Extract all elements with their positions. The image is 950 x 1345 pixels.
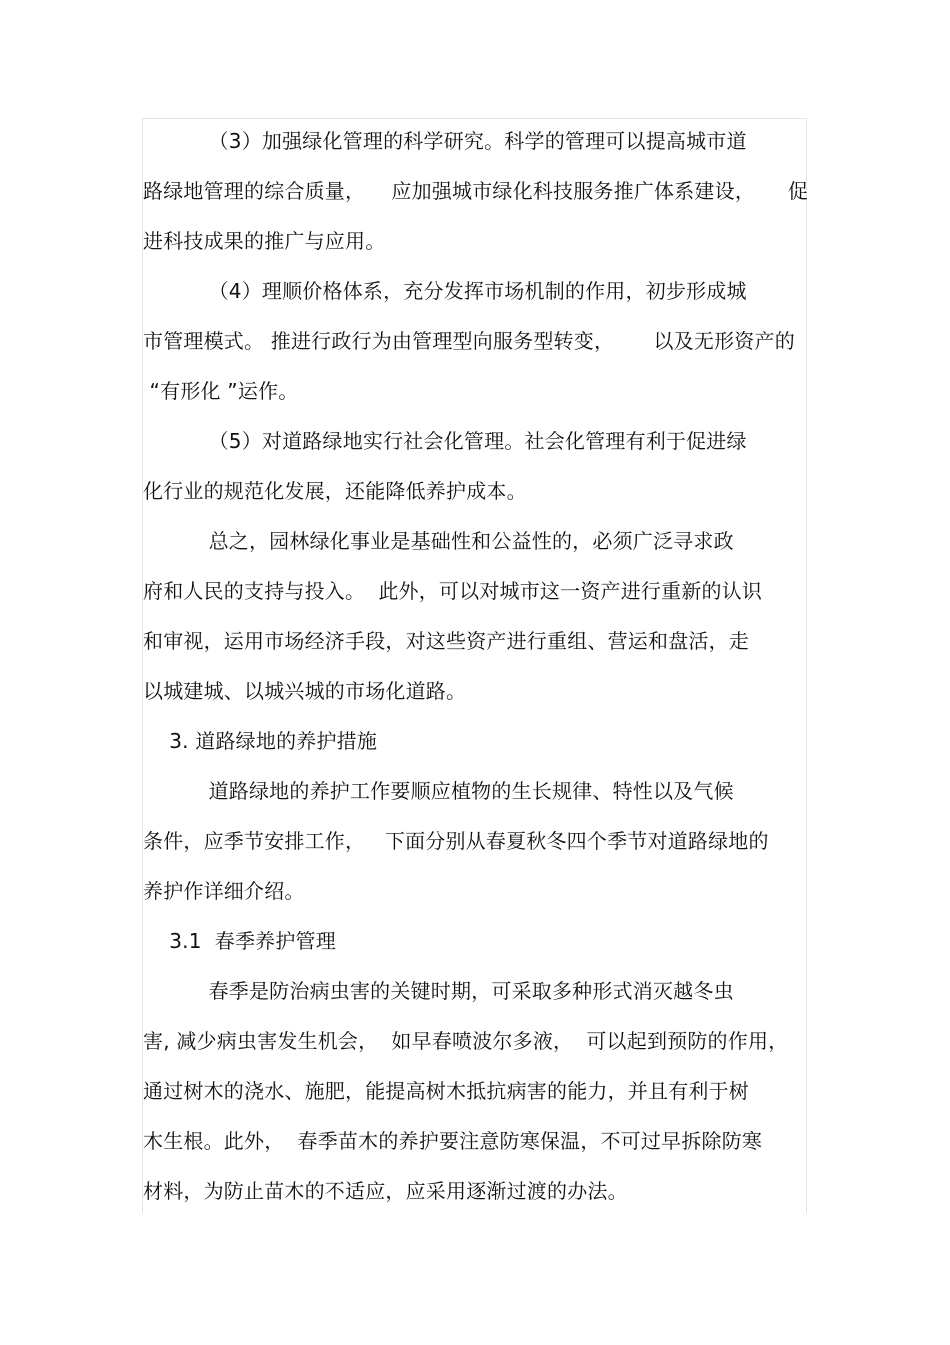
text-line: 材料，为防止苗木的不适应，应采用逐渐过渡的办法。 <box>143 1179 628 1203</box>
section-heading: 3. 道路绿地的养护措施 <box>143 729 378 753</box>
text-line: 条件，应季节安排工作， 下面分别从春夏秋冬四个季节对道路绿地的 <box>143 829 769 853</box>
text-line: （3）加强绿化管理的科学研究。科学的管理可以提高城市道 <box>143 129 747 153</box>
text-line: 府和人民的支持与投入。 此外，可以对城市这一资产进行重新的认识 <box>143 579 763 603</box>
text-line: 市管理模式。 推进行政行为由管理型向服务型转变， 以及无形资产的 <box>143 329 795 353</box>
text-line: 木生根。此外， 春季苗木的养护要注意防寒保温，不可过早拆除防寒 <box>143 1129 763 1153</box>
text-line: 和审视，运用市场经济手段，对这些资产进行重组、营运和盘活，走 <box>143 629 749 653</box>
text-line: 进科技成果的推广与应用。 <box>143 229 386 253</box>
text-line: 道路绿地的养护工作要顺应植物的生长规律、特性以及气候 <box>143 779 734 803</box>
text-line: 以城建城、以城兴城的市场化道路。 <box>143 679 467 703</box>
subsection-heading: 3.1 春季养护管理 <box>143 929 336 953</box>
text-line: 总之，园林绿化事业是基础性和公益性的，必须广泛寻求政 <box>143 529 734 553</box>
text-line: 路绿地管理的综合质量， 应加强城市绿化科技服务推广体系建设， 促 <box>143 179 809 203</box>
text-line: 化行业的规范化发展，还能降低养护成本。 <box>143 479 527 503</box>
text-line: 害, 减少病虫害发生机会， 如早春喷波尔多液， 可以起到预防的作用， <box>143 1029 789 1053</box>
text-line: （4）理顺价格体系，充分发挥市场机制的作用，初步形成城 <box>143 279 747 303</box>
text-line: 通过树木的浇水、施肥，能提高树木抵抗病害的能力，并且有利于树 <box>143 1079 749 1103</box>
text-line: “有形化 ”运作。 <box>143 379 299 403</box>
text-line: 养护作详细介绍。 <box>143 879 305 903</box>
text-line: （5）对道路绿地实行社会化管理。社会化管理有利于促进绿 <box>143 429 747 453</box>
text-line: 春季是防治病虫害的关键时期，可采取多种形式消灭越冬虫 <box>143 979 734 1003</box>
